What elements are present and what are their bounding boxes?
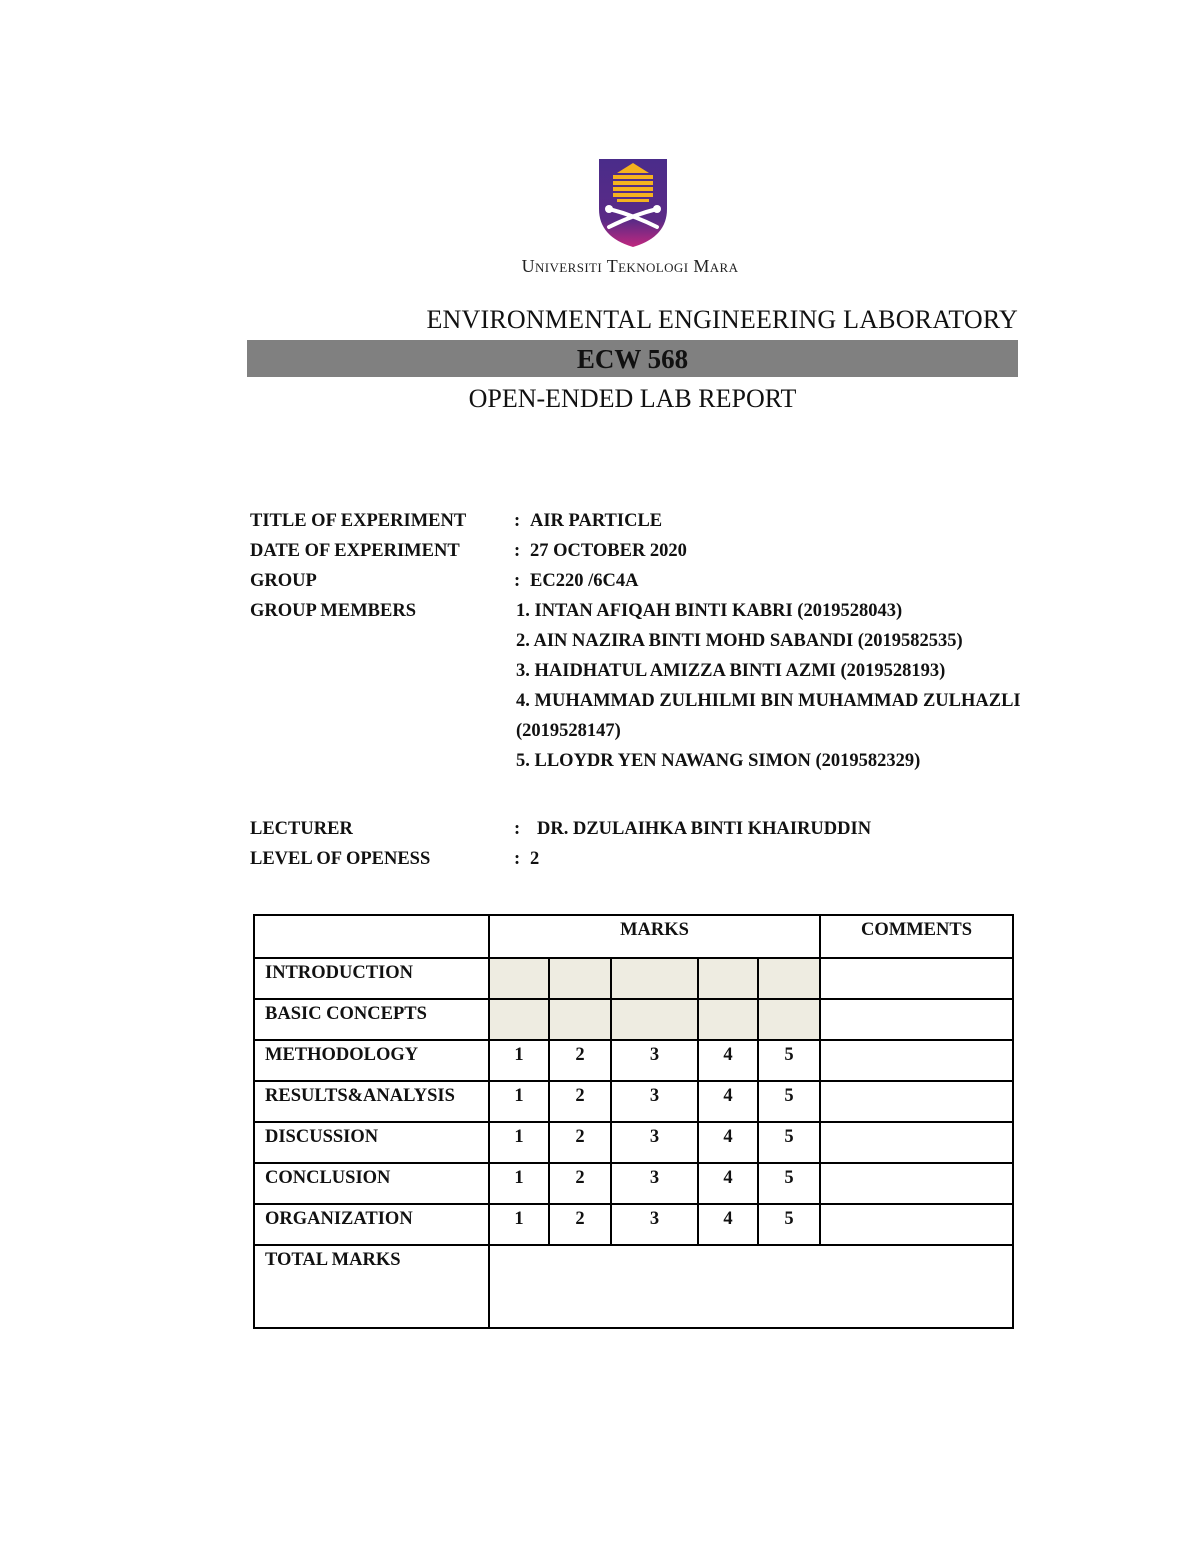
table-row [254,1204,1013,1245]
date-value: 27 OCTOBER 2020 [530,541,687,561]
total-value-cell[interactable] [489,1245,1013,1328]
table-header-row [254,915,1013,958]
criteria-label: METHODOLOGY [254,1040,489,1081]
score-cell: 2 [549,1122,611,1163]
score-cell [758,958,820,999]
title-value: AIR PARTICLE [530,511,663,531]
score-cell: 4 [698,1122,758,1163]
group-value: EC220 /6C4A [530,571,639,591]
score-cell: 3 [611,1122,698,1163]
experiment-info [250,508,1070,876]
comment-cell[interactable] [820,999,1013,1040]
total-label: TOTAL MARKS [254,1245,489,1328]
comment-cell[interactable] [820,1204,1013,1245]
members-row [250,688,1070,718]
score-cell: 2 [549,1081,611,1122]
lecturer-row [250,816,1070,846]
score-cell [758,999,820,1040]
lab-title: ENVIRONMENTAL ENGINEERING LABORATORY [426,305,1018,334]
criteria-label: CONCLUSION [254,1163,489,1204]
score-cell: 5 [758,1040,820,1081]
members-row [250,598,1070,628]
score-cell: 2 [549,1163,611,1204]
title-label: TITLE OF EXPERIMENT [250,511,467,531]
members-label: GROUP MEMBERS [250,601,416,621]
empty-header-cell [254,915,489,958]
criteria-label: BASIC CONCEPTS [254,999,489,1040]
report-type: OPEN-ENDED LAB REPORT [468,384,797,413]
openess-row [250,846,1070,876]
member-item: 4. MUHAMMAD ZULHILMI BIN MUHAMMAD ZULHAZLI [516,691,1021,711]
table-row [254,1122,1013,1163]
colon: : [514,541,521,561]
criteria-label: INTRODUCTION [254,958,489,999]
table-row [254,958,1013,999]
score-cell: 3 [611,1081,698,1122]
score-cell: 1 [489,1122,549,1163]
score-cell [549,999,611,1040]
member-item: 2. AIN NAZIRA BINTI MOHD SABANDI (2019582535) [516,631,963,651]
total-row [254,1245,1013,1328]
table-row [254,999,1013,1040]
member-item: 5. LLOYDR YEN NAWANG SIMON (2019582329) [516,751,921,771]
group-row [250,568,1070,598]
score-cell: 3 [611,1040,698,1081]
members-row [250,718,1070,748]
score-cell: 4 [698,1204,758,1245]
score-cell [489,958,549,999]
comment-cell[interactable] [820,1122,1013,1163]
marks-table [253,914,1014,1329]
member-item: 3. HAIDHATUL AMIZZA BINTI AZMI (2019528193) [516,661,946,681]
score-cell: 3 [611,1163,698,1204]
score-cell [611,999,698,1040]
criteria-label: DISCUSSION [254,1122,489,1163]
score-cell: 3 [611,1204,698,1245]
score-cell: 2 [549,1040,611,1081]
marks-header: MARKS [489,915,820,958]
openess-label: LEVEL OF OPENESS [250,849,431,869]
score-cell: 2 [549,1204,611,1245]
score-cell: 1 [489,1163,549,1204]
score-cell: 5 [758,1081,820,1122]
colon: : [514,819,521,839]
members-row [250,748,1070,778]
score-cell [698,958,758,999]
member-item: (2019528147) [516,721,621,741]
score-cell [611,958,698,999]
table-row [254,1040,1013,1081]
criteria-label: RESULTS&ANALYSIS [254,1081,489,1122]
members-row [250,628,1070,658]
uitm-crest-icon [597,157,669,249]
lecturer-value: DR. DZULAIHKA BINTI KHAIRUDDIN [537,819,872,839]
member-item: 1. INTAN AFIQAH BINTI KABRI (2019528043) [516,601,903,621]
colon: : [514,571,521,591]
score-cell: 1 [489,1040,549,1081]
comment-cell[interactable] [820,958,1013,999]
members-row [250,658,1070,688]
group-label: GROUP [250,571,317,591]
course-code-bar: ECW 568 [247,340,1018,377]
openess-value: 2 [530,849,540,869]
lecturer-label: LECTURER [250,819,353,839]
date-row [250,538,1070,568]
score-cell [698,999,758,1040]
score-cell: 5 [758,1204,820,1245]
table-row [254,1081,1013,1122]
criteria-label: ORGANIZATION [254,1204,489,1245]
score-cell: 5 [758,1122,820,1163]
comments-header: COMMENTS [820,915,1013,958]
score-cell [549,958,611,999]
table-row [254,1163,1013,1204]
score-cell: 1 [489,1204,549,1245]
score-cell: 5 [758,1163,820,1204]
colon: : [514,511,521,531]
score-cell: 1 [489,1081,549,1122]
colon: : [514,849,521,869]
title-row [250,508,1070,538]
comment-cell[interactable] [820,1163,1013,1204]
score-cell [489,999,549,1040]
score-cell: 4 [698,1081,758,1122]
score-cell: 4 [698,1163,758,1204]
comment-cell[interactable] [820,1040,1013,1081]
university-name: Universiti Teknologi Mara [521,256,739,276]
score-cell: 4 [698,1040,758,1081]
comment-cell[interactable] [820,1081,1013,1122]
date-label: DATE OF EXPERIMENT [250,541,460,561]
